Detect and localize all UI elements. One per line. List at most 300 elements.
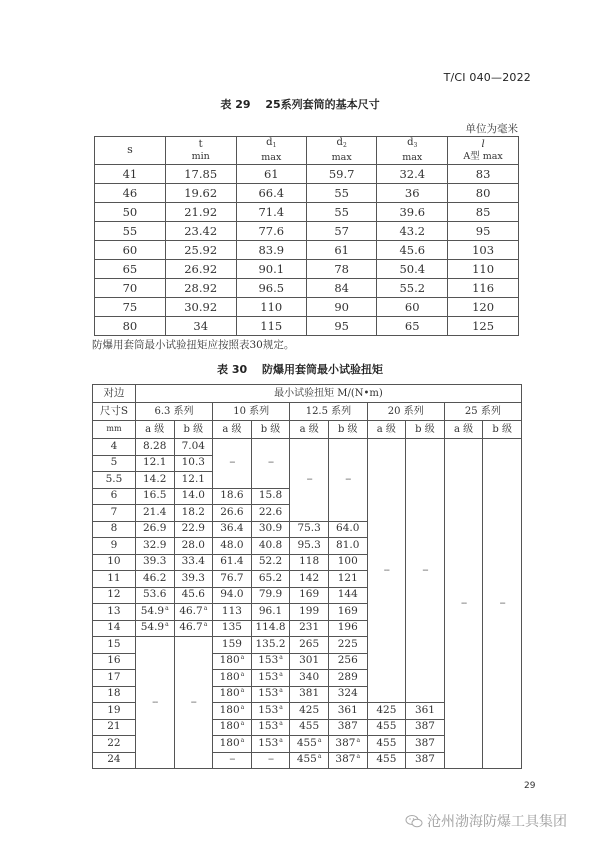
torque-cell (328, 620, 367, 637)
torque-value: 46.2 (143, 571, 167, 584)
dash-value: -- (190, 695, 196, 708)
standard-code: T/CI 040—2022 (443, 71, 531, 84)
size-cell: 21 (93, 719, 136, 736)
torque-value: 33.4 (181, 555, 205, 568)
torque-cell (213, 670, 252, 687)
table-row (95, 260, 519, 279)
dash-value: -- (306, 472, 312, 485)
t29-cell: 75 (95, 298, 166, 317)
table30-caption: 表 30 防爆用套筒最小试验扭矩 (217, 363, 383, 376)
torque-value: 52.2 (258, 555, 283, 568)
torque-value: 16.5 (143, 489, 167, 502)
table30-min-test-torque (92, 384, 522, 769)
torque-cell (213, 703, 252, 720)
footnote-mark: a (279, 687, 283, 695)
t29-cell: 57 (306, 222, 376, 241)
torque-cell (213, 488, 252, 505)
torque-cell (174, 571, 213, 588)
torque-cell (251, 719, 290, 736)
torque-cell (328, 637, 367, 654)
torque-cell (406, 736, 445, 753)
torque-value: 324 (337, 687, 358, 700)
t29-col-symbol: t (198, 138, 203, 150)
torque-cell (328, 521, 367, 538)
not-applicable-cell (251, 752, 290, 769)
torque-value: 14.2 (143, 472, 167, 485)
t29-col-qualifier: max (402, 152, 423, 163)
t29-cell: 55 (306, 203, 376, 222)
size-cell: 16 (93, 653, 136, 670)
torque-cell (174, 505, 213, 522)
t29-col-subscript: 2 (342, 142, 347, 149)
footnote-mark: a (165, 604, 169, 612)
grade-b-header: b 级 (406, 421, 445, 439)
t29-cell: 34 (165, 317, 236, 336)
size-cell: 13 (93, 604, 136, 621)
t29-cell: 50 (95, 203, 166, 222)
torque-value: 153 (258, 736, 279, 749)
torque-cell (251, 521, 290, 538)
table-row (95, 222, 519, 241)
torque-cell (213, 686, 252, 703)
torque-cell (328, 703, 367, 720)
torque-cell (251, 736, 290, 753)
torque-value: 361 (414, 703, 435, 716)
torque-value: 100 (337, 555, 358, 568)
torque-value: 48.0 (220, 538, 244, 551)
footnote-mark: a (279, 654, 283, 662)
footnote-mark: a (279, 670, 283, 678)
torque-value: 455 (299, 720, 320, 733)
footnote-mark: a (356, 753, 361, 761)
t29-cell: 39.6 (377, 203, 448, 222)
dash-value: -- (345, 472, 351, 485)
torque-value: 455 (376, 753, 397, 766)
t29-col-symbol: d (336, 137, 343, 148)
torque-value: 8.28 (143, 439, 167, 452)
torque-cell (406, 703, 445, 720)
stub-header-unit: mm (93, 421, 136, 439)
torque-value: 153 (258, 687, 279, 700)
torque-value: 65.2 (258, 571, 283, 584)
series-header: 20 系列 (367, 403, 444, 421)
t29-cell: 41 (95, 165, 166, 184)
torque-value: 54.9 (140, 621, 165, 634)
torque-cell (290, 719, 329, 736)
size-cell: 10 (93, 554, 136, 571)
torque-cell (251, 505, 290, 522)
t29-col-subscript: 1 (272, 142, 277, 149)
torque-value: 76.7 (220, 571, 244, 584)
table30-header-row-2 (93, 403, 522, 421)
t29-cell: 83.9 (236, 241, 306, 260)
not-applicable-cell (251, 439, 290, 489)
torque-value: 425 (376, 703, 397, 716)
torque-value: 12.1 (181, 472, 205, 485)
torque-cell (135, 554, 174, 571)
torque-value: 61.4 (220, 555, 244, 568)
series-header: 25 系列 (444, 403, 521, 421)
torque-value: 21.4 (143, 505, 167, 518)
series-header: 12.5 系列 (290, 403, 367, 421)
torque-value: 180 (219, 670, 240, 683)
not-applicable-cell (213, 439, 252, 489)
torque-value: 387 (335, 736, 356, 749)
t29-cell: 70 (95, 279, 166, 298)
grade-b-header: b 级 (174, 421, 213, 439)
torque-cell (135, 620, 174, 637)
torque-value: 81.0 (336, 538, 360, 551)
torque-cell (135, 505, 174, 522)
torque-cell (251, 538, 290, 555)
table-row (95, 165, 519, 184)
torque-value: 46.7 (179, 621, 203, 634)
torque-value: 7.04 (181, 439, 205, 452)
t29-col-qualifier: max (331, 152, 352, 163)
torque-value: 153 (258, 654, 279, 667)
torque-cell (251, 604, 290, 621)
grade-b-header: b 级 (251, 421, 290, 439)
torque-cell (213, 653, 252, 670)
torque-value: 361 (337, 703, 358, 716)
torque-value: 53.6 (143, 588, 167, 601)
t29-cell: 90 (306, 298, 376, 317)
not-applicable-cell (367, 439, 406, 703)
torque-cell (290, 752, 329, 769)
torque-value: 22.6 (258, 505, 283, 518)
torque-value: 114.8 (255, 621, 286, 634)
torque-value: 22.9 (181, 522, 205, 535)
size-cell: 24 (93, 752, 136, 769)
torque-cell (213, 571, 252, 588)
torque-cell (290, 521, 329, 538)
torque-value: 387 (335, 753, 356, 766)
torque-value: 32.9 (143, 538, 167, 551)
torque-cell (213, 620, 252, 637)
size-cell: 14 (93, 620, 136, 637)
torque-cell (367, 736, 406, 753)
torque-cell (213, 505, 252, 522)
table30-header-row-1 (93, 385, 522, 403)
torque-value: 169 (299, 588, 320, 601)
size-cell: 17 (93, 670, 136, 687)
torque-value: 18.2 (181, 505, 205, 518)
t29-cell: 45.6 (377, 241, 448, 260)
torque-cell (174, 554, 213, 571)
table-row (95, 298, 519, 317)
table30-header-row-3 (93, 421, 522, 439)
page-number: 29 (524, 781, 536, 791)
t29-col-qualifier: min (191, 150, 210, 162)
not-applicable-cell (328, 439, 367, 522)
torque-value: 10.3 (181, 456, 205, 469)
footnote-mark: a (240, 720, 245, 728)
footnote-mark: a (240, 670, 245, 678)
torque-cell (290, 637, 329, 654)
t29-cell: 59.7 (306, 165, 376, 184)
torque-value: 75.3 (297, 522, 321, 535)
torque-value: 455 (296, 753, 317, 766)
grade-a-header: a 级 (135, 421, 174, 439)
torque-cell (406, 752, 445, 769)
torque-value: 12.1 (143, 456, 167, 469)
torque-value: 455 (376, 736, 397, 749)
torque-cell (251, 488, 290, 505)
torque-value: 54.9 (140, 604, 165, 617)
torque-value: 95.3 (297, 538, 321, 551)
size-cell: 4 (93, 439, 136, 456)
t29-cell: 61 (236, 165, 306, 184)
footnote-mark: a (356, 736, 361, 744)
torque-cell (135, 521, 174, 538)
torque-value: 14.0 (181, 489, 205, 502)
t29-cell: 17.85 (165, 165, 236, 184)
t29-col-symbol: l (481, 138, 485, 150)
grade-a-header: a 级 (213, 421, 252, 439)
table-row (95, 317, 519, 336)
torque-value: 340 (299, 670, 320, 683)
torque-cell (174, 538, 213, 555)
torque-cell (251, 637, 290, 654)
torque-value: 180 (219, 703, 240, 716)
t29-cell: 115 (236, 317, 306, 336)
size-cell: 5.5 (93, 472, 136, 489)
t29-col-header (377, 137, 448, 165)
torque-cell (135, 488, 174, 505)
torque-value: 180 (219, 687, 240, 700)
t29-col-header (448, 137, 519, 165)
torque-value: 142 (299, 571, 320, 584)
torque-cell (213, 719, 252, 736)
t29-cell: 85 (448, 203, 519, 222)
dash-value: -- (499, 596, 505, 609)
torque-value: 45.6 (181, 588, 205, 601)
t29-cell: 21.92 (165, 203, 236, 222)
t29-cell: 50.4 (377, 260, 448, 279)
footnote-mark: a (165, 621, 169, 629)
torque-cell (213, 637, 252, 654)
torque-value: 135 (221, 621, 242, 634)
t29-cell: 32.4 (377, 165, 448, 184)
torque-cell (251, 554, 290, 571)
torque-value: 387 (414, 720, 435, 733)
torque-value: 144 (337, 588, 358, 601)
torque-cell (135, 571, 174, 588)
torque-value: 135.2 (255, 637, 286, 650)
torque-value: 121 (337, 571, 358, 584)
t29-col-header (165, 137, 236, 165)
torque-cell (290, 670, 329, 687)
t29-col-symbol: s (127, 143, 133, 156)
torque-cell (251, 571, 290, 588)
torque-cell (174, 488, 213, 505)
dash-value: -- (267, 753, 274, 766)
size-cell: 8 (93, 521, 136, 538)
torque-cell (251, 620, 290, 637)
torque-cell (251, 703, 290, 720)
torque-value: 39.3 (143, 555, 167, 568)
torque-value: 289 (337, 670, 358, 683)
t29-cell: 96.5 (236, 279, 306, 298)
torque-cell (290, 653, 329, 670)
torque-cell (290, 604, 329, 621)
dash-value: -- (422, 563, 428, 576)
size-cell: 18 (93, 686, 136, 703)
torque-value: 256 (337, 654, 358, 667)
torque-value: 169 (337, 604, 358, 617)
torque-cell (406, 719, 445, 736)
torque-value: 18.6 (220, 489, 244, 502)
t29-col-qualifier: A型 max (463, 150, 503, 162)
grade-b-header: b 级 (328, 421, 367, 439)
table29-unit: 单位为毫米 (465, 123, 518, 135)
footnote-mark: a (279, 736, 283, 744)
t29-col-symbol: d (266, 137, 273, 148)
torque-cell (328, 686, 367, 703)
torque-value: 180 (219, 736, 240, 749)
torque-value: 79.9 (258, 588, 283, 601)
not-applicable-cell (290, 439, 329, 522)
torque-cell (174, 587, 213, 604)
watermark (405, 811, 567, 831)
t29-cell: 55 (306, 184, 376, 203)
dash-value: -- (267, 456, 274, 469)
torque-cell (328, 571, 367, 588)
torque-value: 196 (337, 621, 358, 634)
footnote-mark: a (240, 703, 245, 711)
torque-value: 15.8 (258, 489, 283, 502)
torque-value: 381 (299, 687, 320, 700)
t29-cell: 25.92 (165, 241, 236, 260)
size-cell: 6 (93, 488, 136, 505)
torque-cell (367, 703, 406, 720)
torque-cell (213, 538, 252, 555)
t29-cell: 90.1 (236, 260, 306, 279)
t29-cell: 84 (306, 279, 376, 298)
torque-value: 231 (299, 621, 320, 634)
size-cell: 5 (93, 455, 136, 472)
not-applicable-cell (483, 439, 522, 769)
footnote-mark: a (240, 654, 245, 662)
grade-a-header: a 级 (367, 421, 406, 439)
torque-value: 96.1 (258, 604, 283, 617)
torque-value: 159 (221, 637, 242, 650)
torque-cell (328, 736, 367, 753)
torque-cell (251, 670, 290, 687)
torque-value: 64.0 (336, 522, 360, 535)
torque-cell (213, 554, 252, 571)
table30-body (93, 439, 522, 769)
torque-value: 387 (414, 753, 435, 766)
t29-col-symbol: d (407, 137, 414, 148)
torque-cell (174, 620, 213, 637)
torque-cell (290, 571, 329, 588)
dash-value: -- (229, 456, 235, 469)
torque-value: 118 (299, 555, 320, 568)
t29-cell: 60 (377, 298, 448, 317)
torque-value: 199 (299, 604, 320, 617)
torque-value: 26.9 (143, 522, 167, 535)
size-cell: 7 (93, 505, 136, 522)
table29-socket-dimensions (94, 136, 519, 336)
torque-cell (135, 538, 174, 555)
t29-cell: 46 (95, 184, 166, 203)
torque-cell (251, 686, 290, 703)
footnote-mark: a (279, 720, 283, 728)
torque-value: 387 (337, 720, 358, 733)
t29-cell: 23.42 (165, 222, 236, 241)
torque-value: 40.8 (258, 538, 283, 551)
torque-value: 225 (337, 637, 358, 650)
footnote-mark: a (203, 604, 208, 612)
torque-cell (174, 439, 213, 456)
torque-value: 94.0 (220, 588, 244, 601)
torque-value: 455 (376, 720, 397, 733)
t29-cell: 95 (306, 317, 376, 336)
torque-cell (213, 587, 252, 604)
torque-cell (290, 587, 329, 604)
t29-cell: 80 (448, 184, 519, 203)
t29-cell: 60 (95, 241, 166, 260)
torque-cell (367, 752, 406, 769)
t29-cell: 55 (95, 222, 166, 241)
torque-value: 180 (219, 654, 240, 667)
t29-cell: 116 (448, 279, 519, 298)
torque-cell (328, 752, 367, 769)
torque-cell (135, 604, 174, 621)
torque-value: 26.6 (220, 505, 244, 518)
torque-value: 425 (299, 703, 320, 716)
t29-col-qualifier: max (261, 152, 282, 163)
torque-cell (367, 719, 406, 736)
not-applicable-cell (406, 439, 445, 703)
torque-cell (328, 554, 367, 571)
t29-cell: 65 (95, 260, 166, 279)
dash-value: -- (383, 563, 389, 576)
size-cell: 9 (93, 538, 136, 555)
torque-cell (328, 604, 367, 621)
table29-body (95, 165, 519, 336)
grade-b-header: b 级 (483, 421, 522, 439)
footnote-mark: a (240, 736, 245, 744)
torque-cell (290, 703, 329, 720)
grade-a-header: a 级 (444, 421, 483, 439)
size-cell: 22 (93, 736, 136, 753)
t29-cell: 26.92 (165, 260, 236, 279)
torque-value: 28.0 (181, 538, 205, 551)
footnote-mark: a (203, 621, 208, 629)
torque-value: 455 (296, 736, 317, 749)
t29-cell: 71.4 (236, 203, 306, 222)
t29-cell: 19.62 (165, 184, 236, 203)
t29-col-header (236, 137, 306, 165)
dash-value: -- (152, 695, 158, 708)
torque-value: 30.9 (258, 522, 283, 535)
dash-value: -- (229, 753, 235, 766)
torque-value: 153 (258, 720, 279, 733)
torque-value: 39.3 (181, 571, 205, 584)
t29-cell: 66.4 (236, 184, 306, 203)
torque-value: 265 (299, 637, 320, 650)
torque-cell (213, 604, 252, 621)
torque-cell (328, 538, 367, 555)
torque-cell (174, 455, 213, 472)
torque-cell (290, 686, 329, 703)
t29-cell: 110 (448, 260, 519, 279)
stub-header-line1: 对边 (93, 385, 136, 403)
torque-value: 46.7 (179, 604, 203, 617)
torque-cell (328, 670, 367, 687)
